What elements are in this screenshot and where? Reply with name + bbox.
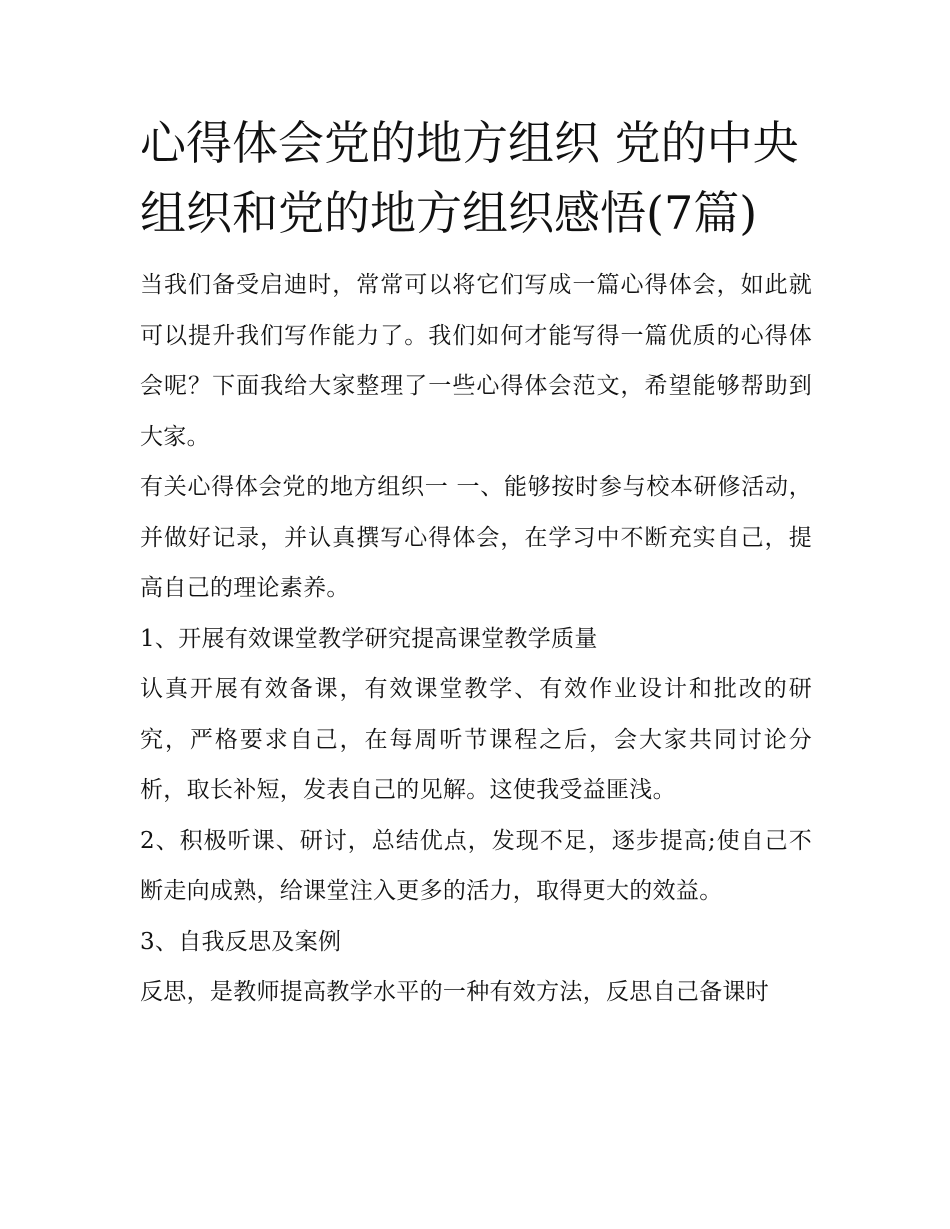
paragraph-intro: 当我们备受启迪时，常常可以将它们写成一篇心得体会，如此就可以提升我们写作能力了。我们如何才能写得一篇优质的心得体会呢？下面我给大家整理了一些心得体会范文，希望能够帮助到大家。	[140, 272, 812, 450]
document-content	[140, 108, 812, 1018]
paragraph-item-1-body: 认真开展有效备课，有效课堂教学、有效作业设计和批改的研究，严格要求自己，在每周听节课程之后，会大家共同讨论分析，取长补短，发表自己的见解。这使我受益匪浅。	[140, 676, 812, 803]
heading-item-1: 1、开展有效课堂教学研究提高课堂教学质量	[140, 625, 598, 652]
paragraph-item-3-body: 反思，是教师提高教学水平的一种有效方法，反思自己备课时	[140, 979, 770, 1005]
document-title: 心得体会党的地方组织 党的中央组织和党的地方组织感悟(7篇)	[140, 116, 799, 240]
heading-item-3: 3、自我反思及案例	[140, 928, 342, 955]
paragraph-section-one: 有关心得体会党的地方组织一 一、能够按时参与校本研修活动，并做好记录，并认真撰写心得体会，在学习中不断充实自己，提高自己的理论素养。	[140, 474, 812, 601]
paragraph-item-2: 2、积极听课、研讨，总结优点，发现不足，逐步提高;使自己不断走向成熟，给课堂注入更多的活力，取得更大的效益。	[140, 827, 812, 904]
